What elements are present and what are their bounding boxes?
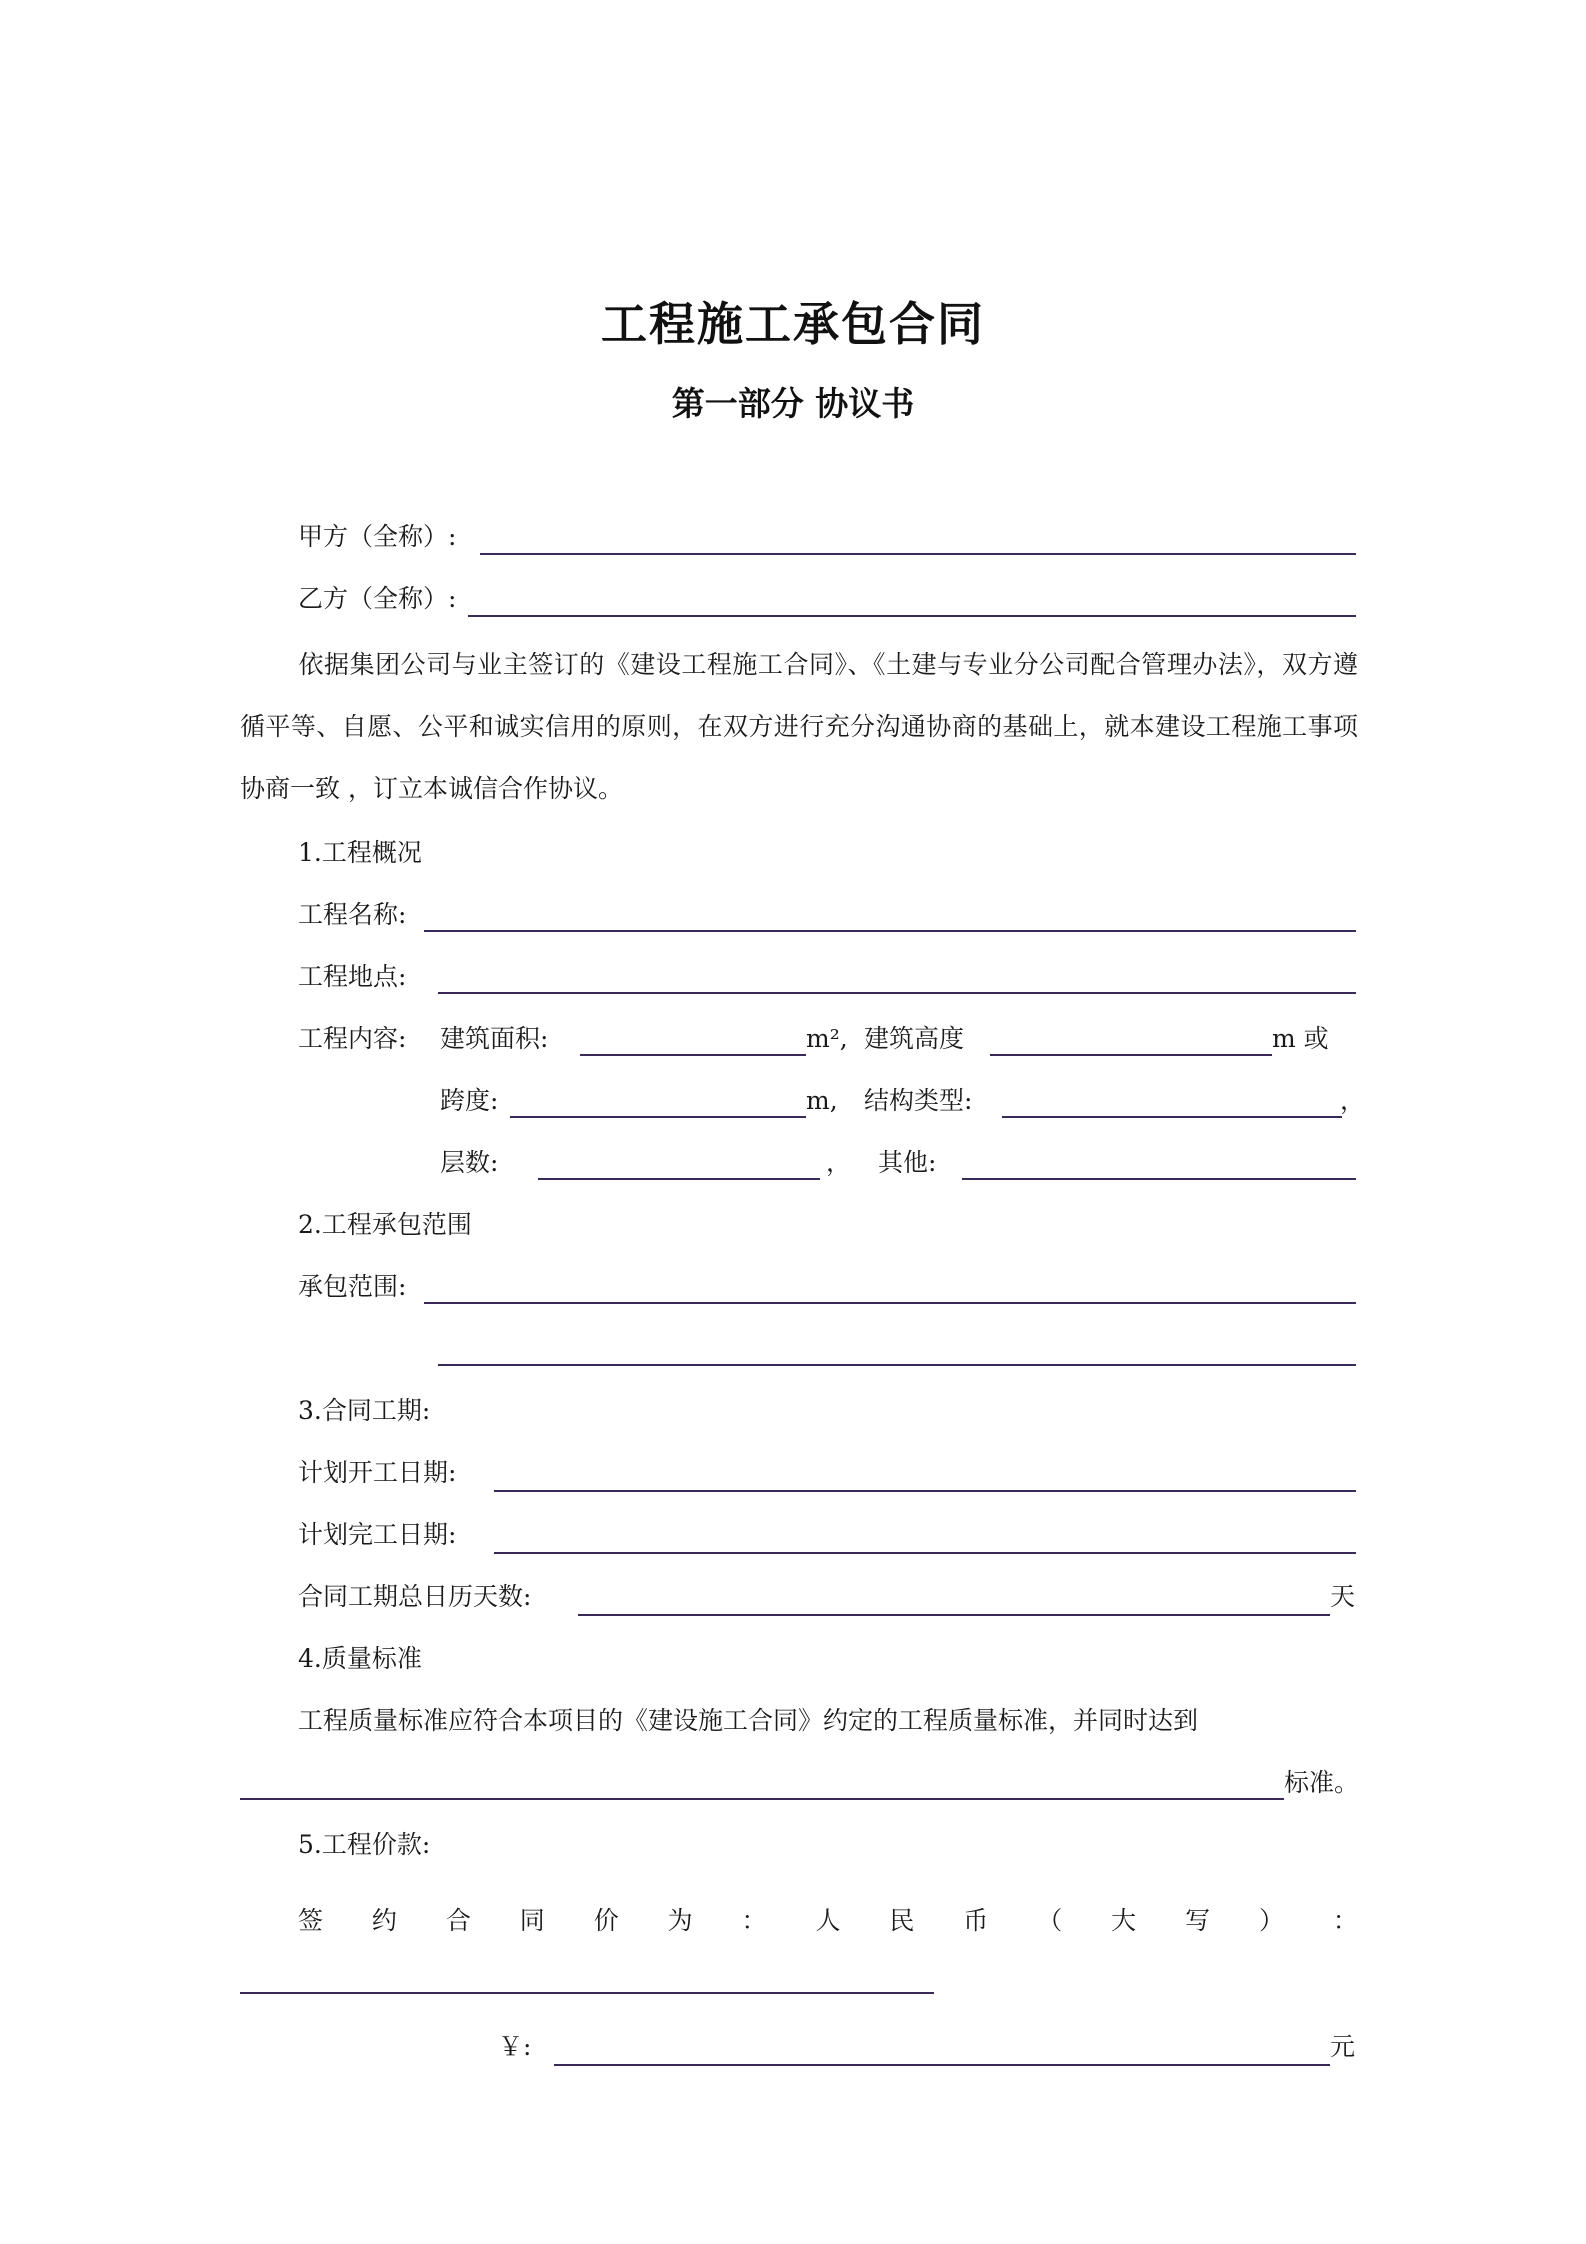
preamble-paragraph xyxy=(240,634,1358,820)
party-b-label: 乙方（全称）: xyxy=(298,584,457,613)
project-location-label: 工程地点: xyxy=(298,962,407,991)
price-char: （ xyxy=(1037,1906,1063,1935)
total-days-label: 合同工期总日历天数: xyxy=(298,1582,532,1611)
building-area-underline xyxy=(580,1054,806,1056)
quality-standard-text: 工程质量标准应符合本项目的《建设施工合同》约定的工程质量标准，并同时达到 xyxy=(298,1706,1199,1735)
yen-label: ￥: xyxy=(498,2032,532,2061)
building-area-label: 建筑面积: xyxy=(440,1024,549,1053)
price-char: ： xyxy=(741,1906,767,1935)
price-char: 为 xyxy=(667,1906,693,1935)
floors-suffix: ， xyxy=(826,1148,852,1177)
section5-heading: 5.工程价款: xyxy=(298,1830,431,1859)
building-height-unit: m 或 xyxy=(1272,1024,1329,1053)
floors-underline xyxy=(538,1178,820,1180)
planned-end-underline xyxy=(494,1552,1356,1554)
scope-underline-2 xyxy=(438,1364,1356,1366)
total-days-underline xyxy=(578,1614,1330,1616)
party-b-underline xyxy=(468,615,1356,617)
price-char: 写 xyxy=(1185,1906,1211,1935)
quality-standard-underline xyxy=(240,1798,1284,1800)
scope-underline-1 xyxy=(424,1302,1356,1304)
document-subtitle: 第一部分 协议书 xyxy=(671,384,915,423)
project-location-underline xyxy=(438,992,1356,994)
building-height-label: 建筑高度 xyxy=(864,1024,965,1053)
price-char: ： xyxy=(1332,1906,1358,1935)
price-char: 民 xyxy=(889,1906,915,1935)
building-area-unit: m², xyxy=(806,1024,848,1053)
yen-amount-underline xyxy=(554,2064,1330,2066)
span-unit: m, xyxy=(806,1086,838,1115)
project-name-label: 工程名称: xyxy=(298,900,407,929)
price-char: 同 xyxy=(519,1906,545,1935)
price-char: 约 xyxy=(371,1906,397,1935)
price-char: ） xyxy=(1258,1906,1284,1935)
preamble-text: 依据集团公司与业主签订的《建设工程施工合同》、《土建与专业分公司配合管理办法》，双方遵循平等、自愿、公平和诚实信用的原则，在双方进行充分沟通协商的基础上，就本建设工程施工事项协商一致 ，订立本诚信合作协议。 xyxy=(240,650,1358,803)
price-char: 币 xyxy=(963,1906,989,1935)
planned-start-underline xyxy=(494,1490,1356,1492)
price-char: 人 xyxy=(815,1906,841,1935)
planned-start-label: 计划开工日期: xyxy=(298,1458,457,1487)
price-char: 大 xyxy=(1111,1906,1137,1935)
other-label: 其他: xyxy=(878,1148,937,1177)
structure-type-underline xyxy=(1002,1116,1342,1118)
section2-heading: 2.工程承包范围 xyxy=(298,1210,472,1239)
price-char: 合 xyxy=(445,1906,471,1935)
other-underline xyxy=(962,1178,1356,1180)
quality-standard-suffix: 标准。 xyxy=(1284,1768,1360,1797)
span-underline xyxy=(510,1116,806,1118)
project-content-label: 工程内容: xyxy=(298,1024,407,1053)
yen-unit: 元 xyxy=(1330,2032,1356,2061)
party-a-label: 甲方（全称）: xyxy=(298,522,457,551)
section3-heading: 3.合同工期: xyxy=(298,1396,431,1425)
price-char: 价 xyxy=(593,1906,619,1935)
building-height-underline xyxy=(990,1054,1272,1056)
structure-type-suffix: ， xyxy=(1340,1086,1366,1115)
section4-heading: 4.质量标准 xyxy=(298,1644,422,1673)
floors-label: 层数: xyxy=(440,1148,499,1177)
price-char: 签 xyxy=(298,1906,324,1935)
total-days-unit: 天 xyxy=(1330,1582,1356,1611)
planned-end-label: 计划完工日期: xyxy=(298,1520,457,1549)
contract-price-label xyxy=(298,1906,1358,1936)
project-name-underline xyxy=(424,930,1356,932)
document-title: 工程施工承包合同 xyxy=(601,297,985,351)
price-uppercase-underline xyxy=(240,1992,934,1994)
section1-heading: 1.工程概况 xyxy=(298,838,422,867)
span-label: 跨度: xyxy=(440,1086,499,1115)
structure-type-label: 结构类型: xyxy=(864,1086,973,1115)
scope-label: 承包范围: xyxy=(298,1272,407,1301)
party-a-underline xyxy=(480,553,1356,555)
